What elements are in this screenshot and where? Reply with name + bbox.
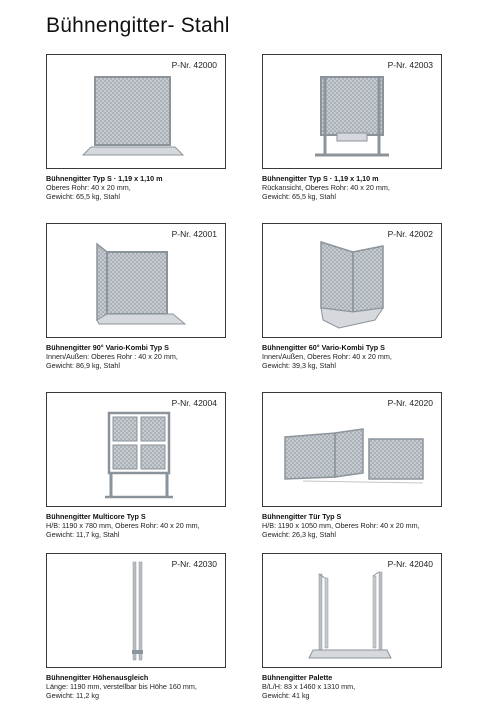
product-image-frame (262, 223, 442, 338)
product-image-frame (262, 392, 442, 507)
product-name: Bühnengitter Typ S · 1,19 x 1,10 m (262, 174, 379, 183)
product-number: P-Nr. 42002 (387, 229, 433, 239)
product-number: P-Nr. 42001 (171, 229, 217, 239)
product-spec-line: Innen/Außen: Oberes Rohr : 40 x 20 mm, (46, 352, 178, 361)
product-spec-line: Gewicht: 65,5 kg, Stahl (46, 192, 120, 201)
stage-barrier-front-image (47, 55, 225, 168)
product-card-42004 (46, 392, 226, 539)
product-number: P-Nr. 42040 (387, 559, 433, 569)
product-number: P-Nr. 42003 (387, 60, 433, 70)
stage-barrier-door-image (263, 393, 441, 506)
product-spec-line: Gewicht: 86,9 kg, Stahl (46, 361, 120, 370)
product-spec-line: Gewicht: 26,3 kg, Stahl (262, 530, 336, 539)
product-image-frame (46, 223, 226, 338)
product-spec-line: Oberes Rohr: 40 x 20 mm, (46, 183, 131, 192)
product-spec-line: H/B: 1190 x 780 mm, Oberes Rohr: 40 x 20 mm, (46, 521, 200, 530)
product-image-frame (262, 54, 442, 169)
product-number: P-Nr. 42000 (171, 60, 217, 70)
stage-barrier-90-corner-image (47, 224, 225, 337)
product-spec-line: Länge: 1190 mm, verstellbar bis Höhe 160 mm, (46, 682, 197, 691)
storage-pallet-image (263, 554, 441, 667)
page-title: Bühnengitter- Stahl (46, 14, 230, 37)
product-spec-line: H/B: 1190 x 1050 mm, Oberes Rohr: 40 x 20 mm, (262, 521, 420, 530)
product-spec-line: Innen/Außen, Oberes Rohr: 40 x 20 mm, (262, 352, 392, 361)
product-card-42000 (46, 54, 226, 201)
product-spec-line: Gewicht: 39,3 kg, Stahl (262, 361, 336, 370)
product-spec-line: Gewicht: 11,7 kg, Stahl (46, 530, 120, 539)
product-name: Bühnengitter Multicore Typ S (46, 512, 146, 521)
product-name: Bühnengitter Palette (262, 673, 333, 682)
stage-barrier-back-image (263, 55, 441, 168)
product-spec-line: Gewicht: 11,2 kg (46, 691, 99, 700)
product-number: P-Nr. 42004 (171, 398, 217, 408)
product-card-42020 (262, 392, 442, 539)
product-image-frame (46, 553, 226, 668)
product-name: Bühnengitter 90° Vario-Kombi Typ S (46, 343, 169, 352)
product-number: P-Nr. 42030 (171, 559, 217, 569)
product-name: Bühnengitter Höhenausgleich (46, 673, 149, 682)
product-card-42003 (262, 54, 442, 201)
product-spec-line: Gewicht: 41 kg (262, 691, 310, 700)
product-name: Bühnengitter Tür Typ S (262, 512, 342, 521)
height-adjuster-posts-image (47, 554, 225, 667)
product-card-42001 (46, 223, 226, 370)
product-card-42030 (46, 553, 226, 700)
product-image-frame (46, 54, 226, 169)
stage-barrier-60-corner-image (263, 224, 441, 337)
product-name: Bühnengitter 60° Vario-Kombi Typ S (262, 343, 385, 352)
product-spec-line: Rückansicht, Oberes Rohr: 40 x 20 mm, (262, 183, 390, 192)
product-spec-line: B/L/H: 83 x 1460 x 1310 mm, (262, 682, 356, 691)
product-spec-line: Gewicht: 65,5 kg, Stahl (262, 192, 336, 201)
product-name: Bühnengitter Typ S · 1,19 x 1,10 m (46, 174, 163, 183)
product-card-42002 (262, 223, 442, 370)
product-number: P-Nr. 42020 (387, 398, 433, 408)
product-card-42040 (262, 553, 442, 700)
product-image-frame (46, 392, 226, 507)
product-image-frame (262, 553, 442, 668)
stage-barrier-multicore-image (47, 393, 225, 506)
